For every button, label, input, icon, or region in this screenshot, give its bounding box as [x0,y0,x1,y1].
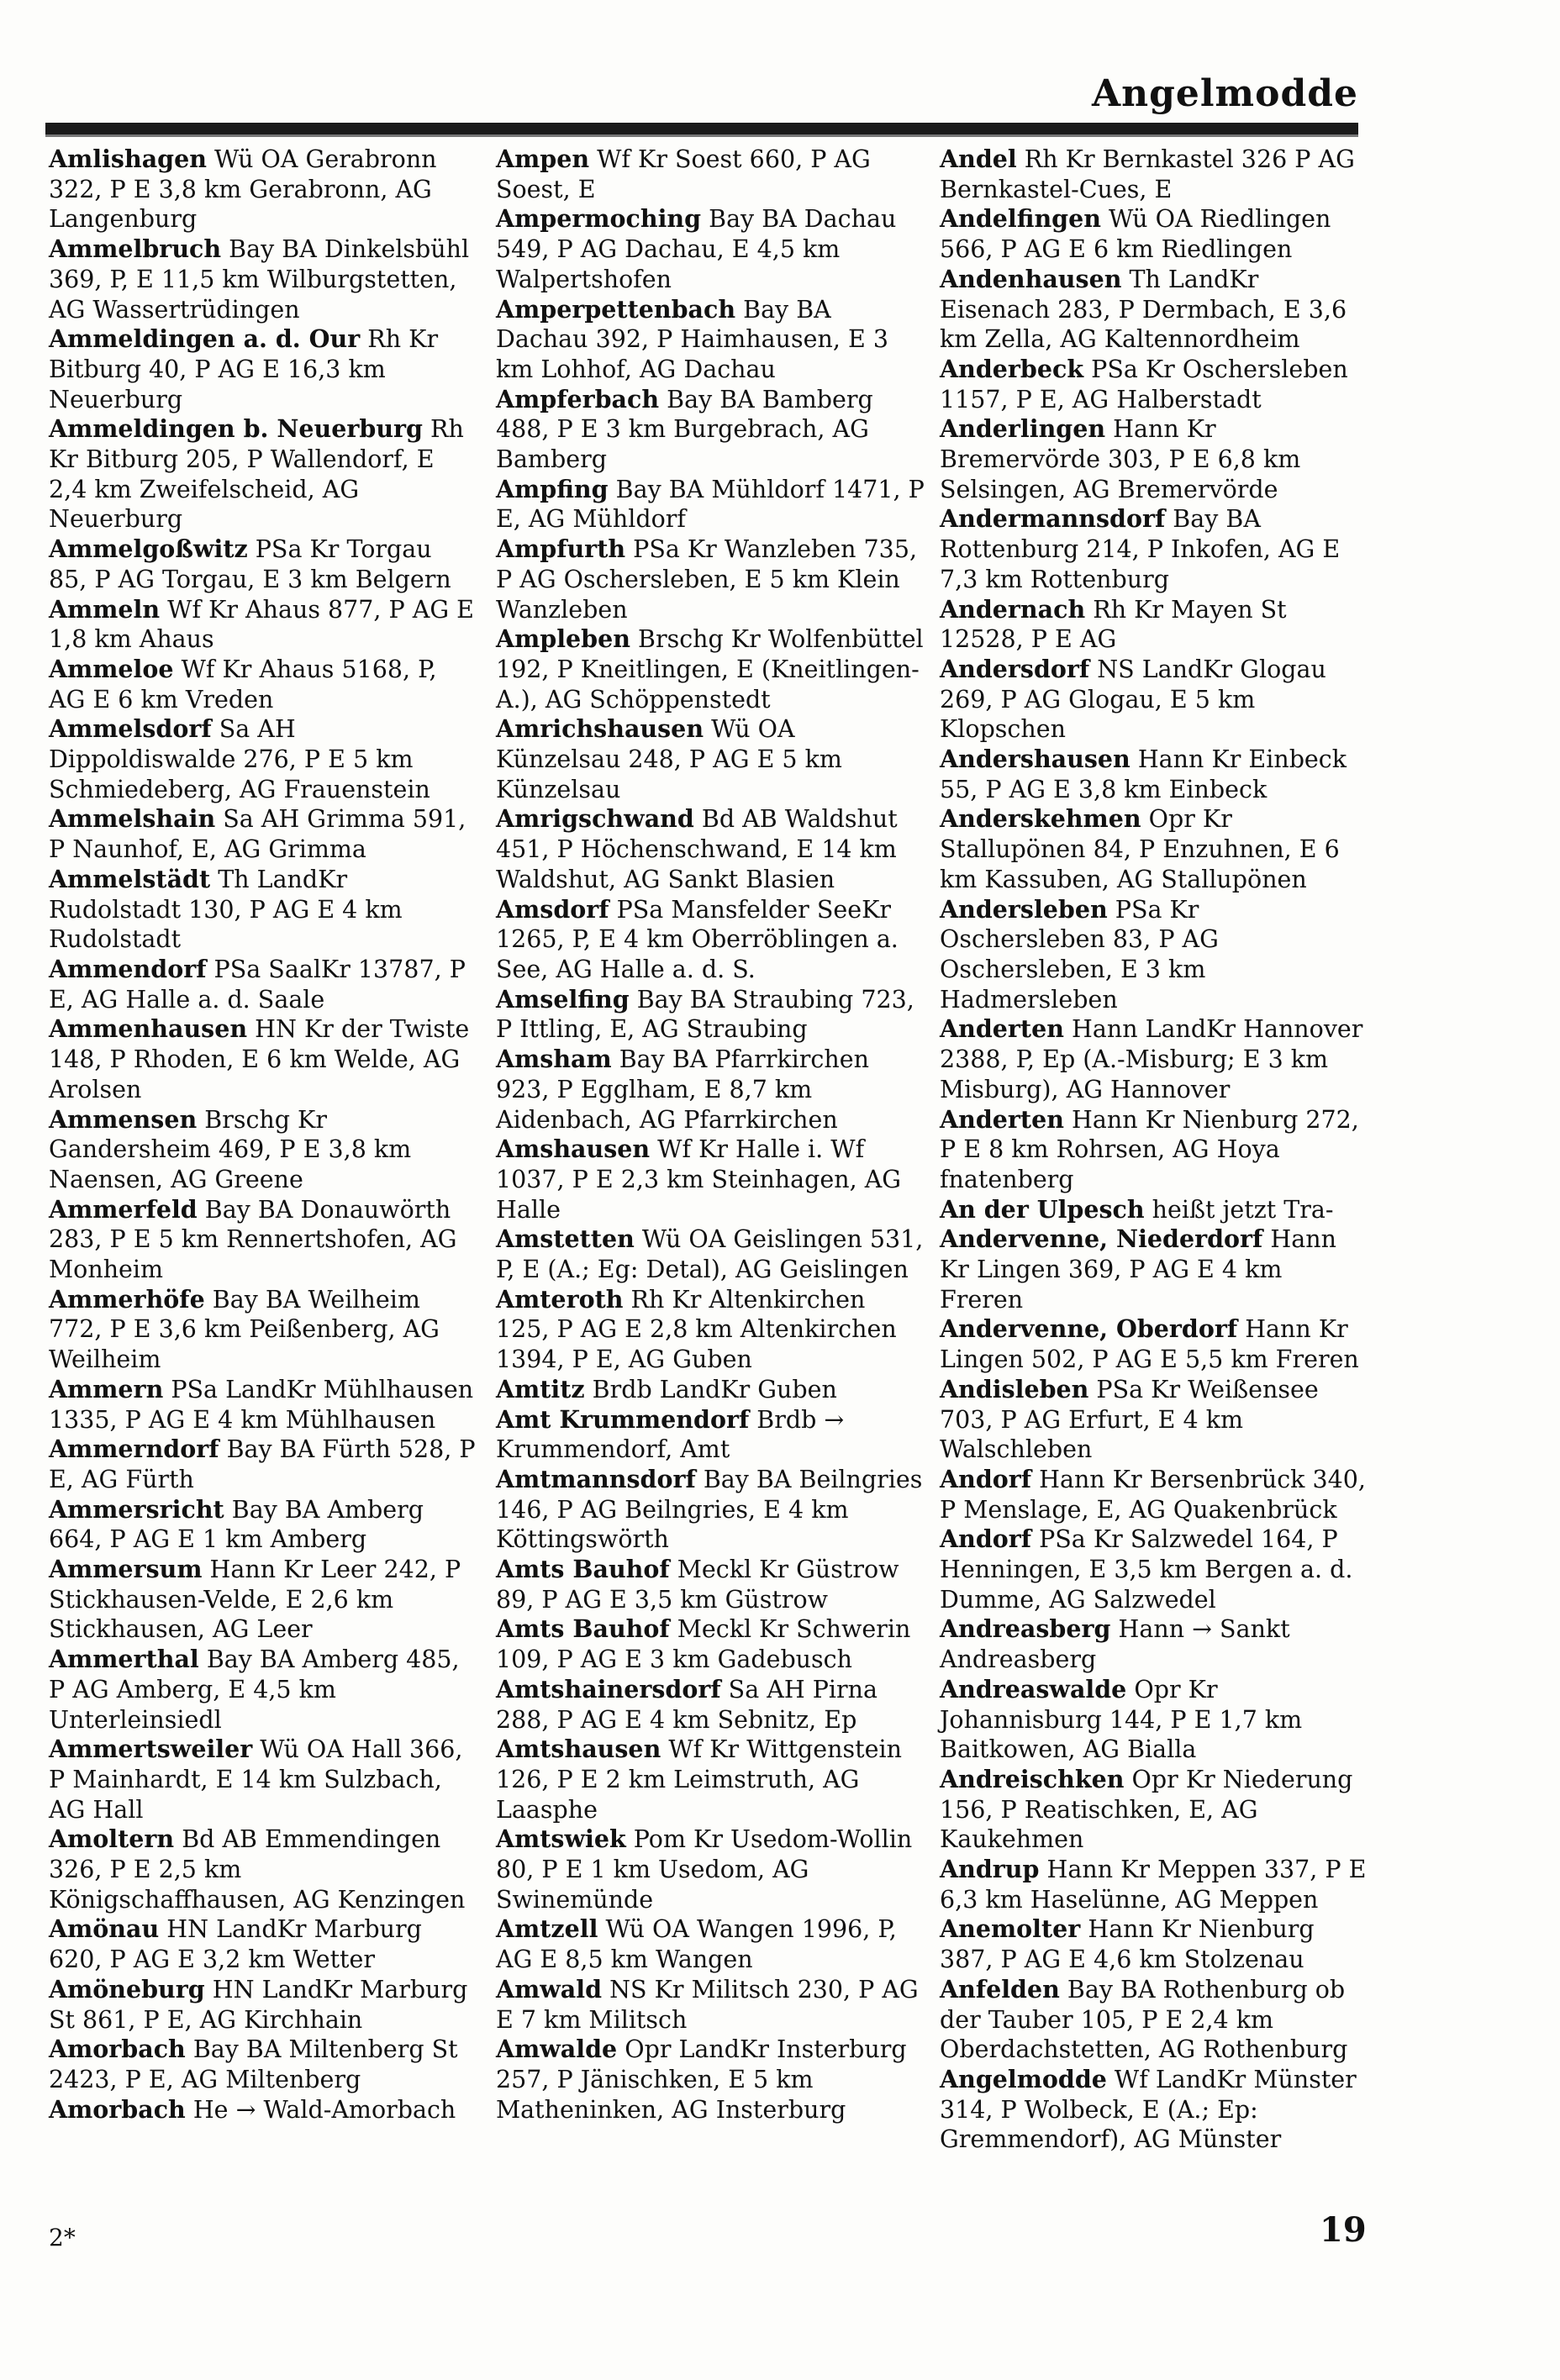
entry-details: Wf Kr Ahaus 877, P AG E 1,8 km Ahaus [49,595,474,654]
entry-headword: Andel [940,145,1017,173]
entry-details: Hann Kr Nienburg 272, P E 8 km Rohrsen, AG Hoya [940,1105,1359,1164]
gazetteer-entry [940,1914,1368,1974]
gazetteer-entry [940,895,1368,1015]
entry-headword: Andisleben [940,1374,1089,1403]
entry-details: Hann Kr Einbeck 55, P AG E 3,8 km Einbeck [940,745,1347,803]
entry-details: Bay BA Donauwörth 283, P E 5 km Rennertshofen, AG Monheim [49,1195,457,1284]
entry-details: Hann Kr Leer 242, P Stickhausen-Velde, E 2,6 km Stickhausen, AG Leer [49,1556,461,1644]
gazetteer-entry [49,234,477,324]
entry-details: PSa Mansfelder SeeKr 1265, P, E 4 km Oberröblingen a. See, AG Halle a. d. S. [496,895,899,983]
entry-headword: Ammerfeld [49,1194,198,1224]
gazetteer-entry [49,1555,477,1645]
entry-headword: Ammendorf [49,954,207,983]
entry-details: Th LandKr Eisenach 283, P Dermbach, E 3,6 km Zella, AG Kaltennordheim [940,265,1347,354]
entry-headword: Ammerthal [49,1645,199,1674]
entry-headword: Ammenhausen [49,1014,248,1044]
gazetteer-entry [940,804,1368,894]
gazetteer-entry [496,1614,925,1674]
gazetteer-entry [49,1824,477,1914]
entry-details: Opr Kr Johannisburg 144, P E 1,7 km Baitkowen, AG Bialla [940,1675,1303,1764]
gazetteer-entry [940,745,1368,804]
entry-headword: Andreasberg [940,1614,1111,1644]
gazetteer-entry [496,475,925,534]
gazetteer-entry [49,655,477,714]
entry-headword: Ammersricht [49,1494,224,1524]
header-rule [45,123,1358,137]
entry-details: Rh Kr Bitburg 40, P AG E 16,3 km Neuerburg [49,325,439,413]
entry-details: Wü OA Geislingen 531, P, E (A.; Eg: Detal), AG Geislingen [496,1225,924,1284]
gazetteer-entry [49,804,477,864]
entry-details: Bay BA Amberg 664, P AG E 1 km Amberg [49,1495,424,1554]
entry-details: Sa AH Pirna 288, P AG E 4 km Sebnitz, Ep [496,1675,878,1734]
gazetteer-entry [496,534,925,624]
gazetteer-entry [49,1495,477,1555]
entry-details: heißt jetzt Tra- [1144,1195,1334,1224]
gazetteer-entry [49,1975,477,2035]
entry-details: Rh Kr Bernkastel 326 P AG Bernkastel-Cues, E [940,145,1355,203]
entry-details: Brschg Kr Gandersheim 469, P E 3,8 km Naensen, AG Greene [49,1105,412,1193]
gazetteer-entry [49,955,477,1014]
entry-headword: Anfelden [940,1974,1060,2004]
entry-details: Bay BA Mühldorf 1471, P E, AG Mühldorf [496,475,925,534]
gazetteer-entry [940,1314,1368,1374]
gazetteer-entry [49,1735,477,1824]
entry-headword: Ampermoching [496,204,702,234]
gazetteer-entry [940,1105,1368,1165]
entry-details: Pom Kr Usedom-Wollin 80, P E 1 km Usedom, AG Swinemünde [496,1825,913,1914]
entry-headword: Amwald [496,1974,603,2004]
entry-headword: Ampleben [496,624,630,654]
signature-mark: 2* [49,2224,76,2251]
entry-details: Opr Kr Niederung 156, P Reatischken, E, AG Kaukehmen [940,1765,1353,1854]
entry-details: Brschg Kr Wolfenbüttel 192, P Kneitlingen, E (Kneitlingen-A.), AG Schöppenstedt [496,625,924,713]
entry-details: Bay BA Rottenburg 214, P Inkofen, AG E 7,3 km Rottenburg [940,505,1341,593]
entry-headword: Amtzell [496,1914,598,1944]
entry-details: Hann Kr Bersenbrück 340, P Menslage, E, AG Quakenbrück [940,1465,1366,1524]
entry-details: Wf LandKr Münster 314, P Wolbeck, E (A.; Ep: Gremmendorf), AG Münster [940,2066,1357,2154]
entry-headword: Angelmodde [940,2065,1107,2093]
entry-details: PSa Kr Oschersleben 1157, P E, AG Halberstadt [940,355,1348,413]
gazetteer-entry [496,2035,925,2125]
gazetteer-entry [940,1375,1368,1465]
entry-details: NS LandKr Glogau 269, P AG Glogau, E 5 km Klopschen [940,655,1326,744]
gazetteer-entry [940,265,1368,355]
gazetteer-entry [49,2035,477,2094]
entry-headword: Amtshainersdorf [496,1674,721,1703]
gazetteer-entry [940,1765,1368,1855]
entry-headword: Amtmannsdorf [496,1464,696,1493]
entry-details: PSa Kr Weißensee 703, P AG Erfurt, E 4 km Walschleben [940,1375,1319,1464]
entry-headword: Amorbach [49,2094,186,2124]
column-1 [49,145,477,2125]
entry-headword: Ammelshain [49,804,216,834]
entry-headword: Anderten [940,1104,1064,1134]
gazetteer-entry [49,595,477,655]
entry-headword: Amöneburg [49,1974,205,2004]
gazetteer-entry [496,1675,925,1735]
gazetteer-entry [940,1465,1368,1524]
gazetteer-entry [940,1524,1368,1614]
entry-details: Bay BA Dinkelsbühl 369, P, E 11,5 km Wilburgstetten, AG Wassertrüdingen [49,235,470,324]
entry-headword: Andernach [940,594,1086,624]
gazetteer-entry [496,624,925,714]
entry-details: Hann Kr Bremervörde 303, P E 6,8 km Selsingen, AG Bremervörde [940,415,1301,503]
gazetteer-entry [496,1405,925,1465]
entry-details: Bay BA Amberg 485, P AG Amberg, E 4,5 km Unterleinsiedl [49,1645,460,1734]
gazetteer-entry [49,1195,477,1285]
entry-details: Bay BA Rothenburg ob der Tauber 105, P E 2,4 km Oberdachstetten, AG Rothenburg [940,1975,1348,2064]
entry-details: Hann LandKr Hannover 2388, P, Ep (A.-Misburg; E 3 km Misburg), AG Hannover [940,1015,1363,1103]
gazetteer-entry [940,1224,1368,1314]
entry-headword: Ammelgoßwitz [49,534,248,564]
entry-details: Bay BA Straubing 723, P Ittling, E, AG Straubing [496,985,914,1044]
entry-details: Bd AB Waldshut 451, P Höchenschwand, E 14 km Waldshut, AG Sankt Blasien [496,805,898,893]
entry-details: Bd AB Emmendingen 326, P E 2,5 km Königschaffhausen, AG Kenzingen [49,1825,466,1914]
entry-details: Bay BA Bamberg 488, P E 3 km Burgebrach, AG Bamberg [496,385,873,474]
entry-headword: An der Ulpesch [940,1194,1145,1224]
gazetteer-entry [496,985,925,1045]
entry-headword: Amts Bauhof [496,1614,670,1644]
entry-details: Hann Kr Lingen 502, P AG E 5,5 km Freren [940,1315,1359,1374]
entry-headword: Andersdorf [940,654,1090,683]
column-3 [940,145,1368,2155]
entry-details: Bay BA Dachau 549, P AG Dachau, E 4,5 km Walpertshofen [496,205,897,293]
entry-headword: Andershausen [940,745,1130,774]
entry-headword: Amteroth [496,1284,624,1314]
entry-headword: Amsham [496,1045,612,1074]
entry-headword: Amtswiek [496,1824,626,1854]
entry-details: PSa Kr Torgau 85, P AG Torgau, E 3 km Belgern [49,535,451,593]
gazetteer-entry [940,1855,1368,1914]
entry-headword: Andreischken [940,1764,1125,1793]
entry-details: HN LandKr Marburg St 861, P E, AG Kirchhain [49,1975,468,2034]
gazetteer-entry [940,504,1368,594]
gazetteer-entry [940,595,1368,655]
gazetteer-entry [49,1914,477,1974]
entry-headword: Anderten [940,1014,1064,1044]
entry-headword: Ampfurth [496,534,626,564]
entry-details: PSa Kr Oschersleben 83, P AG Oschersleben, E 3 km Hadmersleben [940,895,1219,1014]
entry-details: Wf Kr Ahaus 5168, P, AG E 6 km Vreden [49,655,437,713]
gazetteer-entry [940,1014,1368,1104]
entry-headword: Ammelsdorf [49,714,212,744]
gazetteer-entry [49,1645,477,1735]
entry-headword: Ammeloe [49,654,174,683]
entry-headword: Ammerndorf [49,1435,219,1464]
gazetteer-entry [940,1614,1368,1674]
entry-headword: Andorf [940,1524,1032,1554]
gazetteer-entry [49,1435,477,1494]
gazetteer-entry [49,534,477,594]
entry-headword: Andermannsdorf [940,504,1166,534]
entry-headword: Ammelstädt [49,864,211,893]
entry-headword: Andreaswalde [940,1674,1127,1703]
entry-headword: Andervenne, Oberdorf [940,1314,1238,1344]
gazetteer-entry [940,204,1368,264]
entry-headword: Amt Krummendorf [496,1404,750,1434]
gazetteer-entry [496,1824,925,1914]
entry-details: Wü OA Künzelsau 248, P AG E 5 km Künzelsau [496,715,842,803]
entry-headword: Amtitz [496,1374,585,1403]
running-head: Angelmodde [1091,72,1358,115]
gazetteer-entry [49,1105,477,1195]
entry-headword: Andervenne, Niederdorf [940,1224,1263,1254]
entry-headword: Ammeln [49,594,161,624]
gazetteer-entry [49,324,477,414]
entry-details: Wü OA Wangen 1996, P, AG E 8,5 km Wangen [496,1915,897,1974]
gazetteer-entry [496,1345,925,1375]
entry-details: PSa Kr Salzwedel 164, P Henningen, E 3,5 km Bergen a. d. Dumme, AG Salzwedel [940,1525,1353,1614]
gazetteer-entry [49,145,477,234]
entry-headword: Ammeldingen a. d. Our [49,324,361,354]
gazetteer-entry [496,1135,925,1224]
entry-details: NS Kr Militsch 230, P AG E 7 km Militsch [496,1975,919,2034]
entry-headword: Amsdorf [496,894,609,924]
entry-details: Th LandKr Rudolstadt 130, P AG E 4 km Rudolstadt [49,865,403,954]
entry-details: Hann Kr Nienburg 387, P AG E 4,6 km Stolzenau [940,1915,1315,1974]
entry-headword: Ammersum [49,1555,203,1584]
entry-details: Wf Kr Soest 660, P AG Soest, E [496,145,871,203]
entry-details: Rh Kr Mayen St 12528, P E AG [940,595,1287,654]
gazetteer-entry [496,385,925,475]
entry-details: Bay BA Pfarrkirchen 923, P Egglham, E 8,7 km Aidenbach, AG Pfarrkirchen [496,1045,869,1134]
entry-headword: Amselfing [496,984,630,1014]
entry-details: Opr LandKr Insterburg 257, P Jänischken, E 5 km Matheninken, AG Insterburg [496,2035,907,2124]
page-number: 19 [1320,2210,1367,2250]
entry-details: Wü OA Gerabronn 322, P E 3,8 km Gerabronn, AG Langenburg [49,145,437,234]
gazetteer-entry [496,1224,925,1284]
entry-headword: Ammertsweiler [49,1735,253,1764]
entry-headword: Andorf [940,1464,1032,1493]
entry-headword: Ammeldingen b. Neuerburg [49,414,423,444]
gazetteer-entry [940,355,1368,414]
entry-details: Bay BA Beilngries 146, P AG Beilngries, E 4 km Köttingswörth [496,1465,923,1554]
gazetteer-entry [496,1465,925,1555]
gazetteer-entry [496,1735,925,1824]
entry-headword: Amönau [49,1914,160,1944]
entry-headword: Andenhausen [940,264,1122,293]
entry-headword: Andrup [940,1855,1040,1884]
gazetteer-entry [496,1045,925,1135]
gazetteer-entry [940,655,1368,745]
entry-details: Sa AH Dippoldiswalde 276, P E 5 km Schmiedeberg, AG Frauenstein [49,715,430,803]
entry-details: Sa AH Grimma 591, P Naunhof, E, AG Grimma [49,805,466,864]
entry-details: Hann Kr Lingen 369, P AG E 4 km Freren [940,1225,1336,1314]
entry-headword: Andersleben [940,894,1108,924]
gazetteer-entry [49,1285,477,1375]
entry-details: Wü OA Riedlingen 566, P AG E 6 km Riedlingen [940,205,1331,264]
entry-details: Hann Kr Meppen 337, P E 6,3 km Haselünne, AG Meppen [940,1856,1367,1914]
entry-details: Bay BA Fürth 528, P E, AG Fürth [49,1435,476,1493]
entry-details: Hann → Sankt Andreasberg [940,1615,1290,1674]
gazetteer-entry [496,1375,925,1405]
gazetteer-entry [496,1285,925,1345]
gazetteer-entry [940,414,1368,504]
gazetteer-entry [49,2095,477,2125]
entry-headword: Anderskehmen [940,804,1141,834]
entry-headword: Amts Bauhof [496,1555,670,1584]
entry-details: Bay BA Weilheim 772, P E 3,6 km Peißenberg, AG Weilheim [49,1285,440,1374]
gazetteer-entry [496,145,925,204]
entry-headword: Amoltern [49,1824,175,1854]
gazetteer-entry [940,2065,1368,2155]
gazetteer-entry [940,1675,1368,1765]
gazetteer-entry [49,414,477,534]
entry-headword: Anderbeck [940,354,1084,383]
entry-headword: Amwalde [496,2035,618,2064]
entry-details: Meckl Kr Güstrow 89, P AG E 3,5 km Güstrow [496,1556,899,1614]
entry-details: 1394, P E, AG Guben [496,1345,752,1374]
gazetteer-entry [49,714,477,804]
entry-details: Brdb LandKr Guben [584,1375,837,1403]
entry-headword: Amrichshausen [496,714,704,744]
entry-details: Wf Kr Wittgenstein 126, P E 2 km Leimstruth, AG Laasphe [496,1735,902,1824]
column-2 [496,145,925,2125]
entry-details: HN LandKr Marburg 620, P AG E 3,2 km Wetter [49,1915,422,1974]
entry-headword: Anemolter [940,1914,1081,1944]
entry-headword: Ampen [496,145,590,173]
gazetteer-entry [496,804,925,894]
gazetteer-entry [496,1914,925,1974]
entry-headword: Amshausen [496,1135,651,1164]
entry-headword: Amlishagen [49,145,207,173]
gazetteer-entry [496,1975,925,2035]
gazetteer-entry [496,1555,925,1614]
entry-details: Rh Kr Bitburg 205, P Wallendorf, E 2,4 km Zweifelscheid, AG Neuerburg [49,415,464,534]
entry-details: Wü OA Hall 366, P Mainhardt, E 14 km Sulzbach, AG Hall [49,1735,463,1824]
entry-details: He → Wald-Amorbach [185,2095,456,2124]
gazetteer-entry [496,895,925,985]
entry-headword: Ammensen [49,1104,198,1134]
gazetteer-entry [49,1375,477,1435]
gazetteer-entry [49,865,477,955]
entry-headword: Ampferbach [496,384,660,413]
gazetteer-entry [49,1014,477,1104]
entry-headword: Andelfingen [940,204,1101,234]
entry-details: Meckl Kr Schwerin 109, P AG E 3 km Gadebusch [496,1615,911,1674]
entry-details: Opr Kr Stallupönen 84, P Enzuhnen, E 6 km Kassuben, AG Stallupönen [940,805,1340,893]
gazetteer-entry [940,1165,1368,1195]
entry-details: PSa SaalKr 13787, P E, AG Halle a. d. Saale [49,955,466,1014]
entry-headword: Amperpettenbach [496,294,736,324]
entry-headword: Amorbach [49,2035,186,2064]
entry-details: Bay BA Dachau 392, P Haimhausen, E 3 km Lohhof, AG Dachau [496,295,888,383]
entry-details: fnatenberg [940,1165,1074,1193]
entry-headword: Ampfing [496,474,609,503]
entry-details: PSa LandKr Mühlhausen 1335, P AG E 4 km Mühlhausen [49,1375,474,1434]
entry-details: Rh Kr Altenkirchen 125, P AG E 2,8 km Altenkirchen [496,1285,897,1344]
entry-details: Wf Kr Halle i. Wf 1037, P E 2,3 km Steinhagen, AG Halle [496,1135,902,1224]
gazetteer-entry [496,295,925,385]
entry-headword: Anderlingen [940,414,1106,444]
entry-headword: Amrigschwand [496,804,694,834]
entry-details: Bay BA Miltenberg St 2423, P E, AG Miltenberg [49,2035,458,2093]
entry-headword: Ammelbruch [49,234,222,264]
gazetteer-entry [496,204,925,294]
entry-details: HN Kr der Twiste 148, P Rhoden, E 6 km Welde, AG Arolsen [49,1015,470,1103]
gazetteer-entry [496,714,925,804]
entry-details: Brdb → Krummendorf, Amt [496,1405,845,1464]
entry-headword: Amtshausen [496,1735,661,1764]
entry-details: PSa Kr Wanzleben 735, P AG Oschersleben, E 5 km Klein Wanzleben [496,535,918,624]
entry-headword: Ammern [49,1374,164,1403]
gazetteer-entry [940,1195,1368,1225]
gazetteer-entry [940,1975,1368,2065]
gazetteer-entry [940,145,1368,204]
entry-headword: Amstetten [496,1224,635,1254]
entry-headword: Ammerhöfe [49,1284,205,1314]
